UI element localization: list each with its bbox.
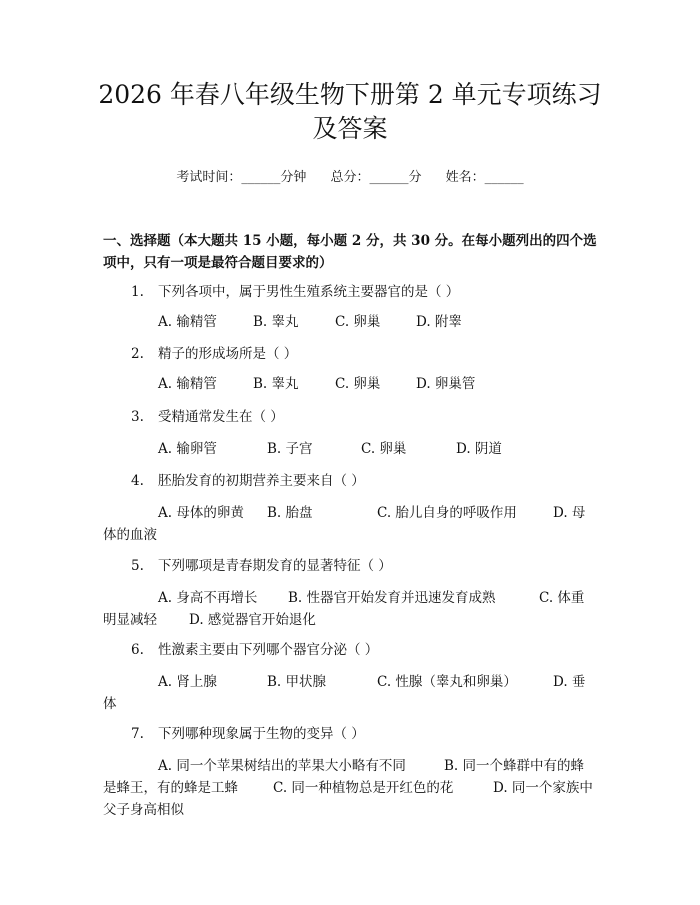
question-4-options bbox=[103, 502, 600, 546]
option-d-continued: 体 bbox=[103, 696, 117, 712]
option-d: D. 母 bbox=[553, 505, 586, 521]
option-c-continued: 明显减轻 bbox=[103, 612, 157, 628]
question-3-options bbox=[103, 438, 600, 460]
option-b: B. 甲状腺 bbox=[267, 674, 327, 690]
question-1-options bbox=[103, 311, 600, 333]
option-d: D. 卵巢管 bbox=[416, 376, 476, 392]
option-c: C. 卵巢 bbox=[335, 314, 381, 330]
option-b: B. 性器官开始发育并迅速发育成熟 bbox=[288, 590, 496, 606]
option-a: A. 输卵管 bbox=[158, 441, 217, 457]
question-6-options bbox=[103, 671, 600, 715]
option-a: A. 输精管 bbox=[158, 314, 217, 330]
option-d: D. 附睾 bbox=[416, 314, 462, 330]
option-c: C. 胎儿自身的呼吸作用 bbox=[377, 505, 517, 521]
option-c: C. 同一种植物总是开红色的花 bbox=[273, 780, 454, 796]
page-title bbox=[90, 78, 610, 146]
option-b-continued: 是蜂王，有的蜂是工蜂 bbox=[103, 780, 238, 796]
question-number: 5. bbox=[131, 558, 144, 574]
title-line-1: 2026 年春八年级生物下册第 2 单元专项练习 bbox=[98, 80, 602, 109]
question-stem: 下列哪项是青春期发育的显著特征（ ） bbox=[158, 558, 392, 574]
option-b: B. 睾丸 bbox=[253, 376, 299, 392]
question-number: 1. bbox=[131, 284, 144, 300]
question-stem: 胚胎发育的初期营养主要来自（ ） bbox=[158, 473, 365, 489]
option-d: D. 阴道 bbox=[456, 441, 502, 457]
question-number: 3. bbox=[131, 409, 144, 425]
question-number: 2. bbox=[131, 346, 144, 362]
exam-name: 姓名：______ bbox=[445, 170, 524, 185]
question-number: 7. bbox=[131, 726, 144, 742]
question-7-options bbox=[103, 755, 600, 821]
section-heading-line-1: 一、选择题（本大题共 15 小题，每小题 2 分，共 30 分。在每小题列出的四个选 bbox=[103, 233, 597, 249]
question-stem: 性激素主要由下列哪个器官分泌（ ） bbox=[158, 642, 379, 658]
exam-meta bbox=[0, 168, 700, 188]
section-heading-line-2: 项中，只有一项是最符合题目要求的） bbox=[103, 255, 333, 271]
option-b: B. 睾丸 bbox=[253, 314, 299, 330]
question-number: 4. bbox=[131, 473, 144, 489]
option-a: A. 肾上腺 bbox=[158, 674, 217, 690]
option-c: C. 卵巢 bbox=[335, 376, 381, 392]
question-number: 6. bbox=[131, 642, 144, 658]
option-a: A. 母体的卵黄 bbox=[158, 505, 244, 521]
exam-score: 总分：______分 bbox=[330, 170, 422, 185]
option-a: A. 输精管 bbox=[158, 376, 217, 392]
question-stem: 下列哪种现象属于生物的变异（ ） bbox=[158, 726, 365, 742]
option-d: D. 垂 bbox=[553, 674, 586, 690]
option-d-continued: 父子身高相似 bbox=[103, 802, 184, 818]
option-c: C. 性腺（睾丸和卵巢） bbox=[377, 674, 517, 690]
exam-time: 考试时间：______分钟 bbox=[176, 170, 307, 185]
option-a: A. 身高不再增长 bbox=[158, 590, 258, 606]
question-stem: 下列各项中，属于男性生殖系统主要器官的是（ ） bbox=[158, 284, 460, 300]
option-d: D. 感觉器官开始退化 bbox=[189, 612, 316, 628]
section-heading bbox=[103, 230, 603, 274]
question-2-options bbox=[103, 373, 600, 395]
option-b: B. 子宫 bbox=[267, 441, 313, 457]
option-c: C. 体重 bbox=[539, 590, 585, 606]
option-c: C. 卵巢 bbox=[361, 441, 407, 457]
question-stem: 受精通常发生在（ ） bbox=[158, 409, 284, 425]
question-stem: 精子的形成场所是（ ） bbox=[158, 346, 298, 362]
option-b: B. 同一个蜂群中有的蜂 bbox=[444, 758, 585, 774]
option-d: D. 同一个家族中 bbox=[493, 780, 593, 796]
question-5-options bbox=[103, 587, 600, 631]
option-b: B. 胎盘 bbox=[267, 505, 313, 521]
option-d-continued: 体的血液 bbox=[103, 527, 157, 543]
option-a: A. 同一个苹果树结出的苹果大小略有不同 bbox=[158, 758, 406, 774]
title-line-2: 及答案 bbox=[312, 114, 388, 143]
